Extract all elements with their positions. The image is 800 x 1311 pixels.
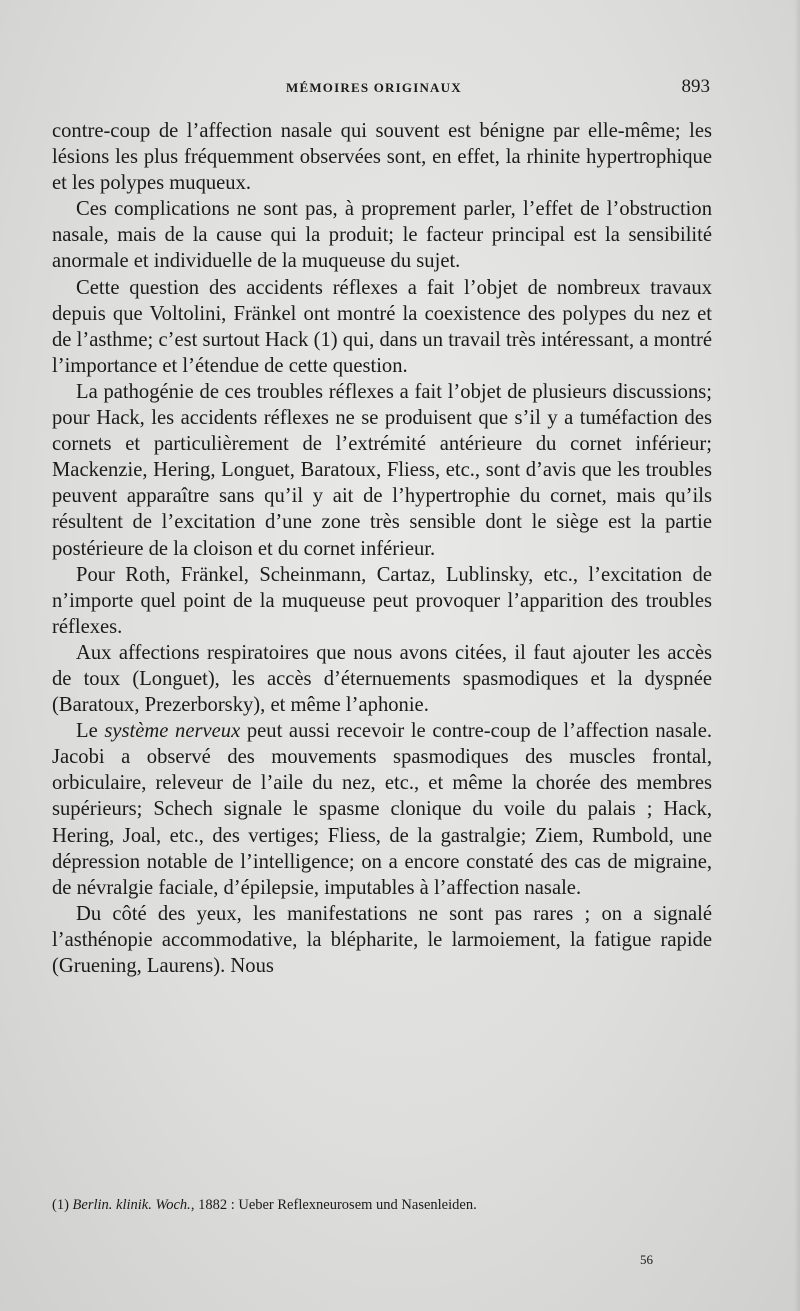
paragraph-prefix: Le bbox=[76, 720, 105, 743]
paragraph-excitation: Pour Roth, Fränkel, Scheinmann, Cartaz, Lublinsky, etc., l’excitation de n’importe quel point de la muqueuse peut provoquer l’apparition des troubles réflexes. bbox=[52, 563, 712, 638]
signature-mark: 56 bbox=[640, 1252, 653, 1267]
footnote-text: , 1882 : Ueber Reflexneurosem und Nasenleiden. bbox=[190, 1197, 477, 1213]
page-header bbox=[52, 76, 712, 100]
paragraph-reflex-accidents: Cette question des accidents réflexes a fait l’objet de nombreux travaux depuis que Voltolini, Fränkel ont montré la coexistence des polypes du nez et de l’asthme; c’est surtout Hack (1) qui, dans un travail très intéressant, a montré l’importance et l’étendue de cette question. bbox=[52, 276, 712, 377]
paragraph-continuation: contre-coup de l’affection nasale qui souvent est bénigne par elle-même; les lésions les plus fréquemment observées sont, en effet, la rhinite hypertrophique et les polypes muqueux. bbox=[52, 120, 712, 195]
running-title: MÉMOIRES ORIGINAUX bbox=[286, 80, 462, 95]
emphasis-term: système nerveux bbox=[104, 720, 241, 743]
footnote bbox=[52, 1197, 712, 1214]
footnote-journal: Berlin. klinik. Woch. bbox=[72, 1197, 191, 1213]
footnote-marker: (1) bbox=[52, 1197, 69, 1213]
paragraph-body: peut aussi recevoir le contre-coup de l’affection nasale. Jacobi a observé des mouvements spasmodiques des muscles frontal, orbiculaire, releveur de l’aile du nez, etc., et même la chorée des membres supérieurs; Schech signale le spasme clonique du voile du palais ; Hack, Hering, Joal, etc., des vertiges; Fliess, de la gastralgie; Ziem, Rumbold, une dépression notable de l’intelligence; on a encore constaté des cas de migraine, de névralgie faciale, d’épilepsie, imputables à l’affection nasale. bbox=[52, 720, 712, 899]
paragraph-eyes: Du côté des yeux, les manifestations ne sont pas rares ; on a signalé l’asthénopie accommodative, la blépharite, le larmoiement, la fatigue rapide (Gruening, Laurens). Nous bbox=[52, 902, 712, 977]
page-number: 893 bbox=[681, 76, 710, 97]
scan-edge-shadow bbox=[794, 0, 800, 1311]
paragraph-pathogenesis: La pathogénie de ces troubles réflexes a fait l’objet de plusieurs discussions; pour Hack, les accidents réflexes ne se produisent que s’il y a tuméfaction des cornets et particulièrement de l’extrémité antérieure du cornet inférieur; Mackenzie, Hering, Longuet, Baratoux, Fliess, etc., sont d’avis que les troubles peuvent apparaître sans qu’il y ait de l’hypertrophie du cornet, mais qu’ils résultent de l’excitation d’une zone très sensible dont le siège est la partie postérieure de la cloison et du cornet inférieur. bbox=[52, 380, 712, 560]
body-text bbox=[52, 118, 712, 979]
paragraph-nervous-system bbox=[52, 718, 712, 901]
paragraph-complications: Ces complications ne sont pas, à proprement parler, l’effet de l’obstruction nasale, mais de la cause qui la produit; le facteur principal est la sensibilité anormale et individuelle de la muqueuse du sujet. bbox=[52, 198, 712, 273]
paragraph-respiratory: Aux affections respiratoires que nous avons citées, il faut ajouter les accès de toux (Longuet), les accès d’éternuements spasmodiques et la dyspnée (Baratoux, Prezerborsky), et même l’aphonie. bbox=[52, 641, 712, 717]
